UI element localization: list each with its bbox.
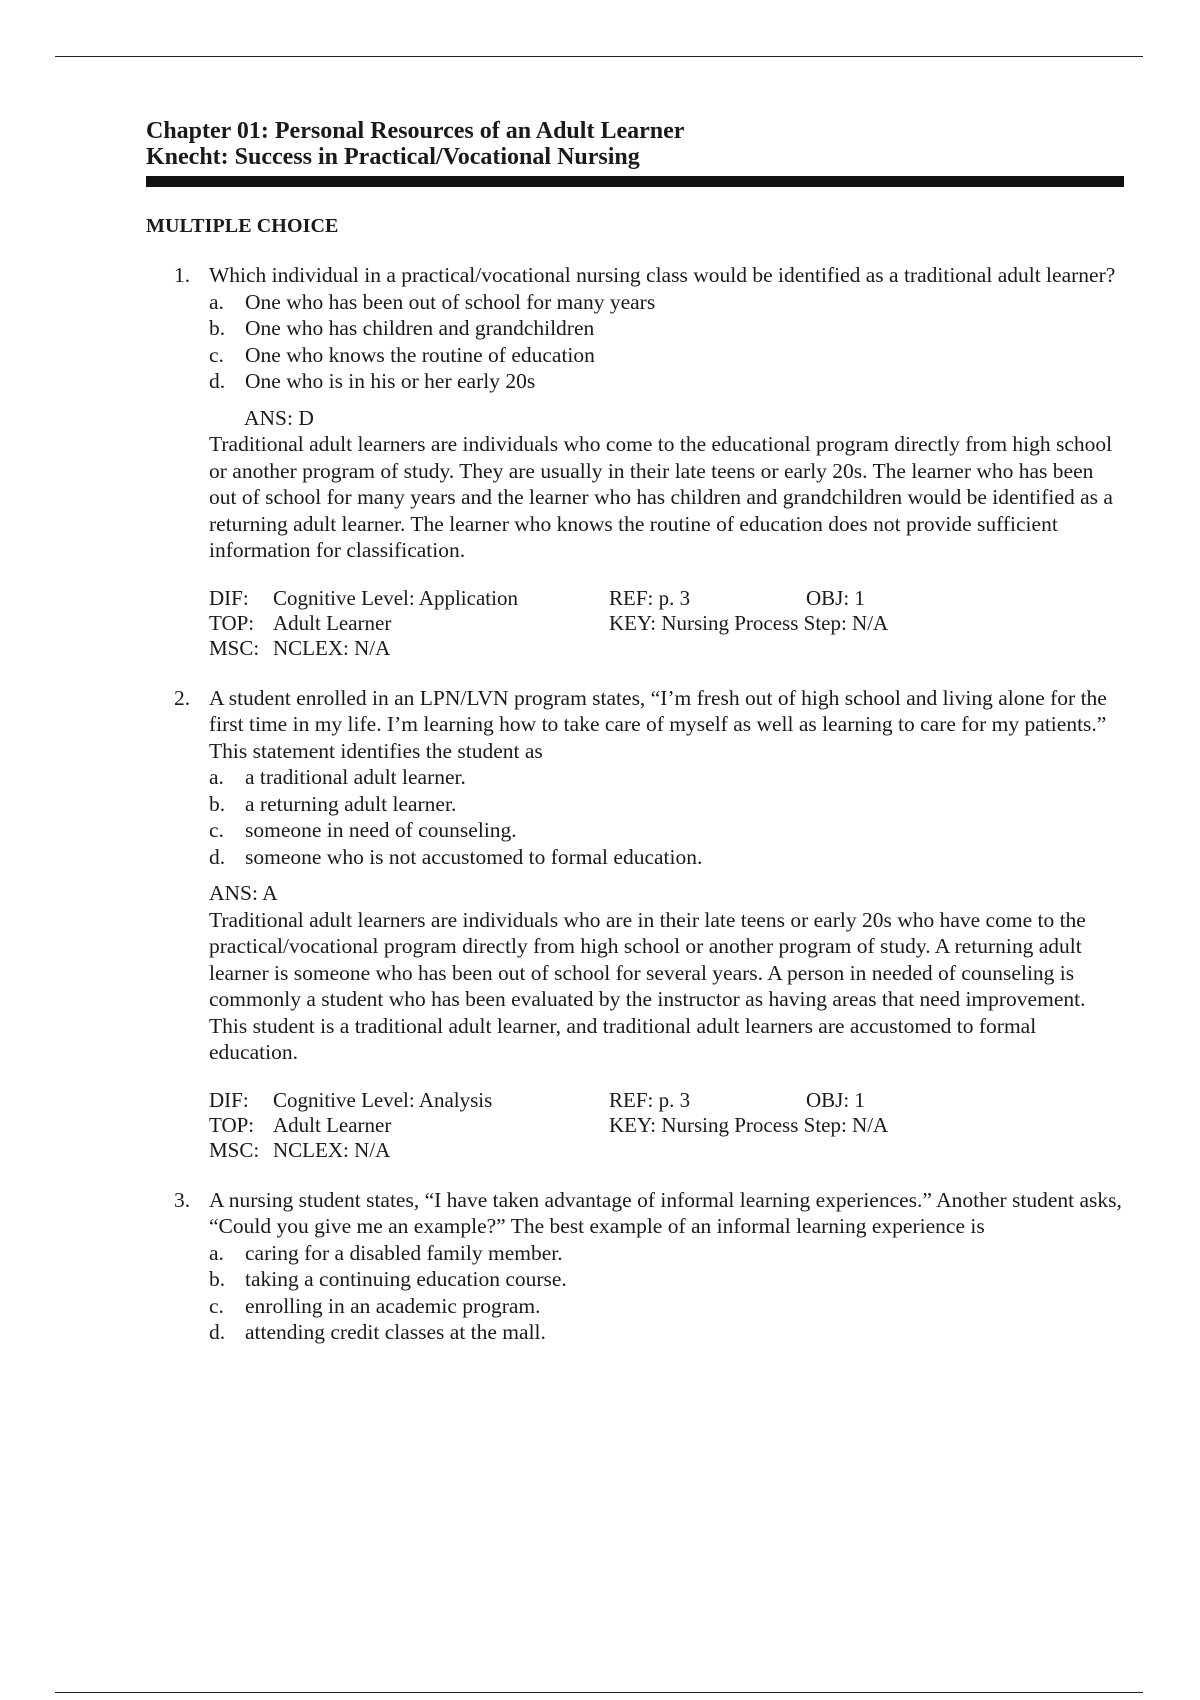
choice-b	[209, 791, 1126, 818]
choice-letter: d.	[209, 844, 226, 869]
key-field: KEY: Nursing Process Step: N/A	[609, 610, 889, 635]
question-stem: Which individual in a practical/vocational nursing class would be identified as a traditional adult learner?	[209, 263, 1116, 287]
choice-c	[209, 817, 1126, 844]
choice-text: One who has children and grandchildren	[245, 316, 595, 340]
obj-field: OBJ: 1	[806, 1087, 865, 1112]
choice-text: someone who is not accustomed to formal education.	[245, 844, 703, 869]
choice-letter: c.	[209, 818, 224, 842]
msc-field: MSC: NCLEX: N/A	[209, 1137, 391, 1162]
choice-text: One who has been out of school for many years	[245, 289, 656, 314]
question-metadata	[209, 1088, 1126, 1163]
choice-letter: b.	[209, 791, 226, 816]
choice-letter: c.	[209, 342, 224, 367]
choice-a	[209, 1240, 1126, 1267]
dif-field: DIF: Cognitive Level: Application	[209, 585, 518, 610]
question-number: 3.	[174, 1187, 191, 1212]
question-metadata	[209, 586, 1126, 661]
choice-letter: b.	[209, 1267, 226, 1291]
choice-c	[209, 1293, 1126, 1320]
obj-field: OBJ: 1	[806, 585, 865, 610]
question-number: 2.	[174, 685, 191, 710]
choice-d	[209, 1319, 1126, 1346]
book-title: Knecht: Success in Practical/Vocational Nursing	[146, 144, 640, 170]
top-divider	[55, 56, 1143, 57]
choice-text: a returning adult learner.	[245, 791, 457, 816]
question-stem: A nursing student states, “I have taken advantage of informal learning experiences.” Another student asks, “Could you give me an example?” The best example of an informal learning experience is	[209, 1187, 1122, 1238]
choice-text: caring for a disabled family member.	[245, 1240, 563, 1265]
key-field: KEY: Nursing Process Step: N/A	[609, 1112, 889, 1137]
choice-d	[209, 368, 1126, 395]
chapter-title: Chapter 01: Personal Resources of an Adult Learner	[146, 118, 685, 144]
question-3	[146, 1187, 1126, 1346]
choice-letter: d.	[209, 1320, 226, 1344]
choice-letter: b.	[209, 316, 226, 340]
choice-text: One who knows the routine of education	[245, 342, 595, 367]
choice-letter: d.	[209, 369, 226, 393]
section-title: MULTIPLE CHOICE	[146, 215, 339, 237]
choice-b	[209, 1266, 1126, 1293]
bottom-divider	[55, 1692, 1143, 1693]
rationale: Traditional adult learners are individuals who come to the educational program directly from high school or another program of study. They are usually in their late teens or early 20s. The learner who has been out of school for many years and the learner who has children and grandchildren would be identified as a returning adult learner. The learner who knows the routine of education does not provide sufficient information for classification.	[209, 432, 1113, 562]
top-field: TOP: Adult Learner	[209, 1112, 392, 1137]
question-2	[146, 685, 1126, 1163]
question-1	[146, 262, 1126, 661]
header-rule	[146, 176, 1124, 187]
ref-field: REF: p. 3	[609, 585, 691, 610]
choice-a	[209, 289, 1126, 316]
choice-letter: a.	[209, 289, 224, 314]
choice-b	[209, 315, 1126, 342]
choice-text: a traditional adult learner.	[245, 765, 466, 789]
choice-text: someone in need of counseling.	[245, 818, 517, 842]
choice-text: attending credit classes at the mall.	[245, 1320, 546, 1344]
choice-text: One who is in his or her early 20s	[245, 369, 536, 393]
dif-field: DIF: Cognitive Level: Analysis	[209, 1087, 493, 1112]
answer-label: ANS: A	[209, 881, 278, 905]
answer-label: ANS: D	[244, 405, 314, 430]
choice-d	[209, 844, 1126, 871]
top-field: TOP: Adult Learner	[209, 610, 392, 635]
choice-c	[209, 342, 1126, 369]
choice-letter: a.	[209, 765, 224, 789]
msc-field: MSC: NCLEX: N/A	[209, 635, 391, 660]
choice-letter: a.	[209, 1240, 224, 1265]
rationale: Traditional adult learners are individuals who are in their late teens or early 20s who have come to the practical/vocational program directly from high school or another program of study. A returning adult learner is someone who has been out of school for several years. A person in needed of counseling is commonly a student who has been evaluated by the instructor as having areas that need improvement. This student is a traditional adult learner, and traditional adult learners are accustomed to formal education.	[209, 907, 1086, 1064]
ref-field: REF: p. 3	[609, 1087, 691, 1112]
document-page	[146, 118, 1126, 1346]
choice-letter: c.	[209, 1293, 224, 1318]
choice-text: taking a continuing education course.	[245, 1267, 567, 1291]
question-stem: A student enrolled in an LPN/LVN program states, “I’m fresh out of high school and living alone for the first time in my life. I’m learning how to take care of myself as well as learning to care for my patients.” This statement identifies the student as	[209, 685, 1107, 763]
question-number: 1.	[174, 263, 191, 287]
choice-text: enrolling in an academic program.	[245, 1293, 541, 1318]
choice-a	[209, 764, 1126, 791]
